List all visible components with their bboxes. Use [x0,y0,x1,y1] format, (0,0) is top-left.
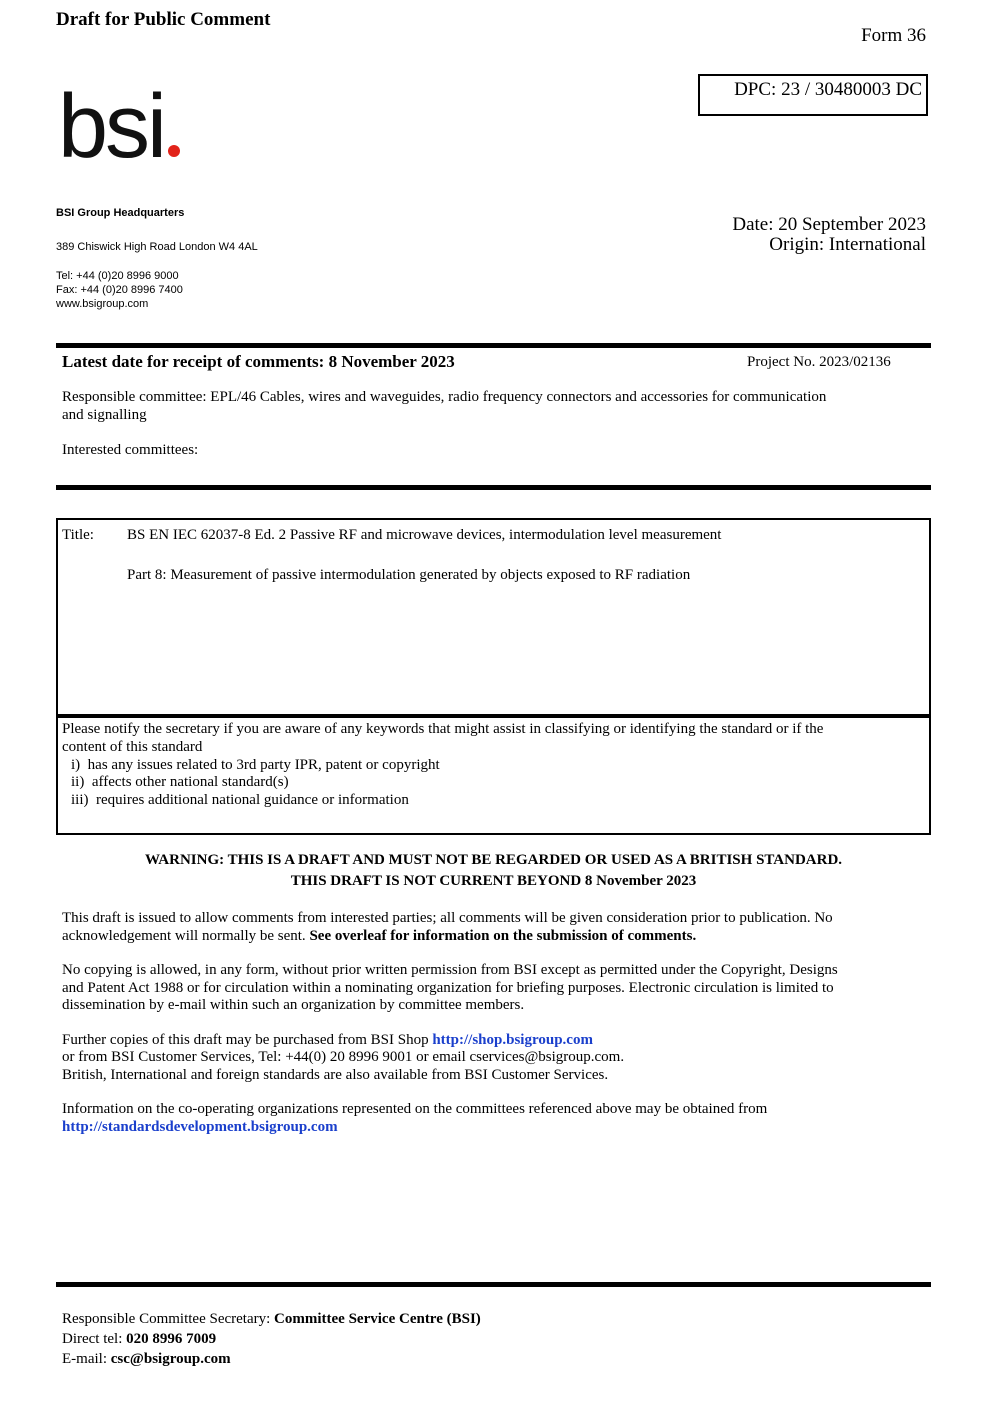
direct-tel-value: 020 8996 7009 [126,1331,217,1347]
standard-title: BS EN IEC 62037-8 Ed. 2 Passive RF and microwave devices, intermodulation level measurement [127,527,722,543]
rule-top [56,343,931,348]
p4-line-1: Information on the co-operating organizations represented on the committees referenced above may be obtained from [62,1101,768,1117]
notify-line-2: content of this standard [62,739,203,755]
rule-middle [56,485,931,490]
email-line [62,1349,481,1369]
p2-line-1: No copying is allowed, in any form, without prior written permission from BSI except as permitted under the Copyright, Designs [62,962,838,978]
hq-title: BSI Group Headquarters [56,207,185,219]
p2-line-2: and Patent Act 1988 or for circulation within a nominating organization for briefing purposes. Electronic circulation is limited to [62,979,834,996]
notify-item-guidance: iii) requires additional national guidance or information [71,792,409,808]
warning-line-2: THIS DRAFT IS NOT CURRENT BEYOND 8 November 2023 [290,873,697,889]
p3-line-1-text: Further copies of this draft may be purchased from BSI Shop [62,1031,433,1048]
secretary-line [62,1309,481,1329]
secretary-label: Responsible Committee Secretary: [62,1311,275,1327]
p3-line-1 [62,1032,838,1050]
notify-line-1: Please notify the secretary if you are aware of any keywords that might assist in classifying or identifying the standard or if the [62,721,824,737]
p2-line-3: dissemination by e-mail within such an organization by committee members. [62,997,525,1013]
bsi-logo-dot [168,145,180,157]
p3-line-2: or from BSI Customer Services, Tel: +44(0) 20 8996 9001 or email cservices@bsigroup.com. [62,1049,625,1065]
rule-bottom [56,1282,931,1287]
hq-tel: Tel: +44 (0)20 8996 9000 [56,270,179,282]
hq-fax: Fax: +44 (0)20 8996 7400 [56,284,183,296]
dpc-reference: DPC: 23 / 30480003 DC [734,79,922,100]
title-box [56,518,931,716]
bsi-logo-text: bsi [58,77,165,177]
p1-line-2-bold: See overleaf for information on the submission of comments. [309,927,697,944]
origin: Origin: International [769,234,926,255]
bsi-logo [58,72,180,182]
project-no: Project No. 2023/02136 [747,354,891,370]
date: Date: 20 September 2023 [732,214,926,235]
p4-line-2 [62,1119,838,1137]
standards-development-link[interactable]: http://standardsdevelopment.bsigroup.com [62,1118,338,1135]
p3-line-3: British, International and foreign standards are also available from BSI Customer Services. [62,1066,609,1083]
interested-committees: Interested committees: [62,442,199,458]
email-value[interactable]: csc@bsigroup.com [110,1351,231,1367]
body-text [62,910,838,1136]
title-label: Title: [62,527,94,543]
draft-label: Draft for Public Comment [56,9,271,30]
notify-item-ipr: i) has any issues related to 3rd party IPR, patent or copyright [71,757,440,773]
p1-line-2 [62,928,838,946]
footer [62,1309,481,1369]
responsible-committee-1: Responsible committee: EPL/46 Cables, wires and waveguides, radio frequency connectors and accessories for communication [62,389,827,405]
responsible-committee-2: and signalling [62,407,147,423]
warning-line-1: WARNING: THIS IS A DRAFT AND MUST NOT BE REGARDED OR USED AS A BRITISH STANDARD. [144,852,843,868]
hq-address: 389 Chiswick High Road London W4 4AL [56,241,258,253]
direct-tel-label: Direct tel: [62,1331,127,1347]
latest-date: Latest date for receipt of comments: 8 November 2023 [62,352,455,371]
secretary-value: Committee Service Centre (BSI) [274,1311,481,1327]
p1-line-2-normal: acknowledgement will normally be sent. [62,927,310,944]
dpc-box [698,74,928,116]
p1-line-1: This draft is issued to allow comments from interested parties; all comments will be given consideration prior to publication. No [62,910,833,926]
email-label: E-mail: [62,1351,111,1367]
standard-part: Part 8: Measurement of passive intermodulation generated by objects exposed to RF radiation [127,567,691,583]
notify-box [56,716,931,835]
notify-item-national: ii) affects other national standard(s) [71,774,289,790]
hq-web[interactable]: www.bsigroup.com [56,298,149,310]
direct-tel-line [62,1329,481,1349]
bsi-shop-link[interactable]: http://shop.bsigroup.com [432,1031,593,1048]
form-label: Form 36 [861,25,926,46]
